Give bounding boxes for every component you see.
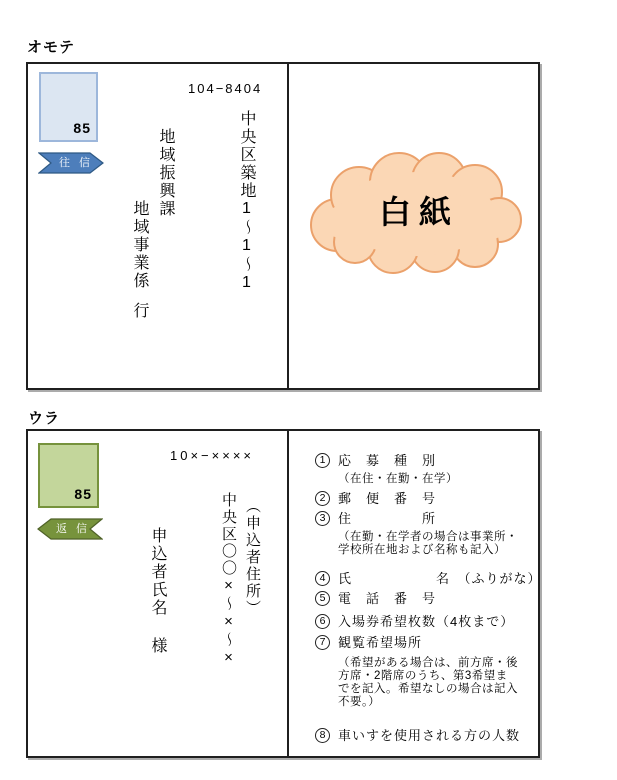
item-label: 住 所	[338, 511, 437, 526]
list-item	[315, 726, 530, 746]
front-section-label: オモテ	[27, 39, 76, 56]
item-note: （在住・在勤・在学）	[338, 473, 458, 485]
item-label: 応 募 種 別	[338, 453, 437, 468]
item-label: 氏 名 （ふりがな）	[338, 571, 542, 586]
back-honorific: 様	[149, 637, 166, 655]
list-item	[315, 451, 530, 471]
list-item	[315, 509, 530, 529]
circled-number: 8	[315, 728, 330, 743]
circled-number: 1	[315, 453, 330, 468]
list-item	[315, 589, 530, 609]
item-label: 観覧希望場所	[338, 635, 423, 650]
back-card	[26, 429, 540, 758]
back-stamp-box	[38, 443, 99, 508]
circled-number: 3	[315, 511, 330, 526]
item-label: 電 話 番 号	[338, 591, 437, 606]
item-note: （希望がある場合は、前方席・後方席・2階席のうち、第3希望までを記入。希望なしの場合は記入不要。）	[338, 657, 518, 708]
circled-number: 6	[315, 614, 330, 629]
front-honorific: 行	[131, 302, 148, 320]
return-banner	[37, 518, 103, 540]
list-item	[315, 569, 542, 589]
outgoing-banner-label: 往 信	[58, 156, 94, 169]
item-label: 入場券希望枚数（4枚まで）	[338, 614, 515, 629]
circled-number: 2	[315, 491, 330, 506]
outgoing-banner	[38, 152, 104, 174]
applicant-address-paren-column: （申込者住所）	[244, 498, 261, 617]
applicant-name-text: 申込者氏名	[149, 527, 166, 617]
back-section-label: ウラ	[28, 410, 61, 427]
list-item	[315, 633, 530, 653]
item-label: 車いすを使用される方の人数	[338, 728, 521, 743]
back-address-column: 中央区〇〇×〜×〜×	[220, 492, 237, 668]
cloud-label: 白紙	[378, 194, 459, 230]
circled-number: 7	[315, 635, 330, 650]
front-department-column-1: 地域振興課	[157, 128, 174, 218]
circled-number: 4	[315, 571, 330, 586]
front-card	[26, 62, 540, 390]
back-stamp-value: 85	[74, 486, 92, 502]
front-stamp-box	[39, 72, 98, 142]
back-postal-code: 10×−××××	[170, 448, 255, 463]
front-address-column: 中央区築地1〜1〜1	[238, 110, 255, 293]
return-banner-label: 返 信	[55, 522, 91, 535]
list-item	[315, 489, 530, 509]
front-department-text: 地域事業係	[131, 200, 148, 290]
applicant-name-column	[149, 527, 165, 655]
front-stamp-value: 85	[73, 120, 91, 136]
front-card-divider	[287, 64, 289, 388]
item-note: （在勤・在学者の場合は事業所・学校所在地および名称も記入）	[338, 531, 518, 556]
item-label: 郵 便 番 号	[338, 491, 437, 506]
application-checklist	[289, 431, 542, 756]
front-postal-code: 104−8404	[188, 81, 263, 96]
cloud-callout	[307, 150, 523, 275]
front-department-column-2	[131, 200, 147, 320]
list-item	[315, 612, 530, 632]
circled-number: 5	[315, 591, 330, 606]
